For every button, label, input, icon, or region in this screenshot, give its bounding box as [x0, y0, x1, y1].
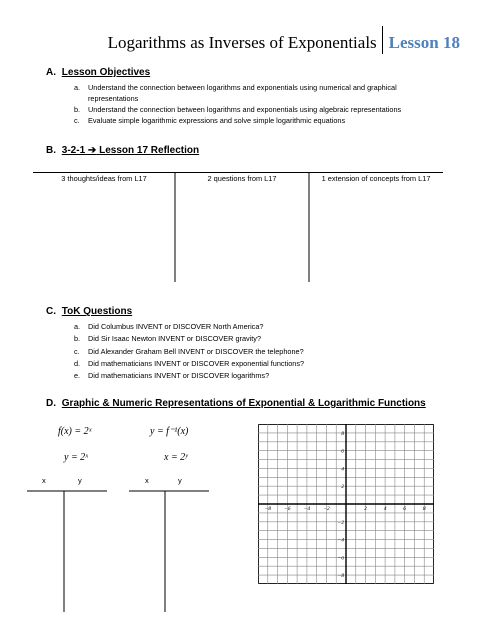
- page-title: Logarithms as Inverses of Exponentials: [107, 33, 377, 52]
- coordinate-grid-svg: [258, 424, 434, 584]
- table1-x-header: x: [42, 476, 46, 485]
- y-tick-label: 4: [341, 466, 344, 473]
- list-item: e. Did mathematicians INVENT or DISCOVER logarithms?: [74, 371, 270, 381]
- reflection-column-extension: 1 extension of concepts from L17: [321, 174, 431, 183]
- x-tick-label: −2: [323, 506, 330, 513]
- y-tick-label: 6: [341, 448, 344, 455]
- table2-x-header: x: [145, 476, 149, 485]
- y-tick-label: 8: [341, 430, 344, 437]
- arrow-right-icon: ➔: [87, 145, 97, 156]
- reflection-column-questions: 2 questions from L17: [207, 174, 277, 183]
- list-item: representations: [88, 94, 139, 103]
- section-a-letter: A.: [46, 67, 56, 78]
- x-tick-label: −4: [303, 506, 311, 513]
- y-tick-label: −6: [337, 555, 344, 562]
- reflection-column-thoughts: 3 thoughts/ideas from L17: [61, 174, 147, 183]
- table1-y-header: y: [78, 476, 82, 485]
- list-item: a. Understand the connection between logarithms and exponentials using numerical and graphical: [74, 83, 397, 92]
- section-c-letter: C.: [46, 306, 56, 317]
- section-d-title: Graphic & Numeric Representations of Exponential & Logarithmic Functions: [61, 398, 426, 409]
- list-item: a. Did Columbus INVENT or DISCOVER North America?: [74, 322, 264, 331]
- x-tick-label: 2: [364, 506, 367, 513]
- section-b-letter: B.: [46, 145, 56, 156]
- list-item: d. Did mathematicians INVENT or DISCOVER exponential functions?: [74, 358, 305, 368]
- y-tick-label: −8: [337, 573, 344, 580]
- y-tick-label: −2: [337, 519, 344, 526]
- section-c-title: ToK Questions: [61, 306, 133, 317]
- equation-exponential-function: f(x) = 2ˣ: [58, 426, 92, 437]
- list-item: b. Understand the connection between logarithms and exponentials using algebraic representations: [74, 105, 402, 114]
- lesson-number: Lesson 18: [388, 33, 460, 52]
- equation-inverse-x: x = 2ʸ: [164, 452, 188, 463]
- y-tick-label: −4: [337, 537, 344, 544]
- list-item: c. Did Alexander Graham Bell INVENT or DISCOVER the telephone?: [74, 346, 304, 356]
- section-b-title: 3-2-1 ➔ Lesson 17 Reflection: [61, 145, 200, 156]
- x-tick-label: 8: [422, 506, 426, 513]
- section-d-letter: D.: [46, 398, 56, 409]
- x-tick-label: −8: [264, 506, 272, 513]
- coordinate-grid: [258, 424, 434, 584]
- section-a-title: Lesson Objectives: [61, 67, 151, 78]
- equation-inverse-function: y = f⁻¹(x): [150, 426, 189, 437]
- equation-exponential-y: y = 2ˣ: [64, 452, 89, 463]
- x-tick-label: −6: [284, 506, 291, 513]
- list-item: b. Did Sir Isaac Newton INVENT or DISCOVER gravity?: [74, 334, 262, 344]
- table2-y-header: y: [178, 476, 182, 485]
- list-item: c. Evaluate simple logarithmic expressions and solve simple logarithmic equations: [74, 116, 346, 125]
- x-tick-label: 6: [403, 506, 407, 513]
- y-tick-label: 2: [341, 484, 344, 491]
- x-tick-label: 4: [383, 506, 387, 513]
